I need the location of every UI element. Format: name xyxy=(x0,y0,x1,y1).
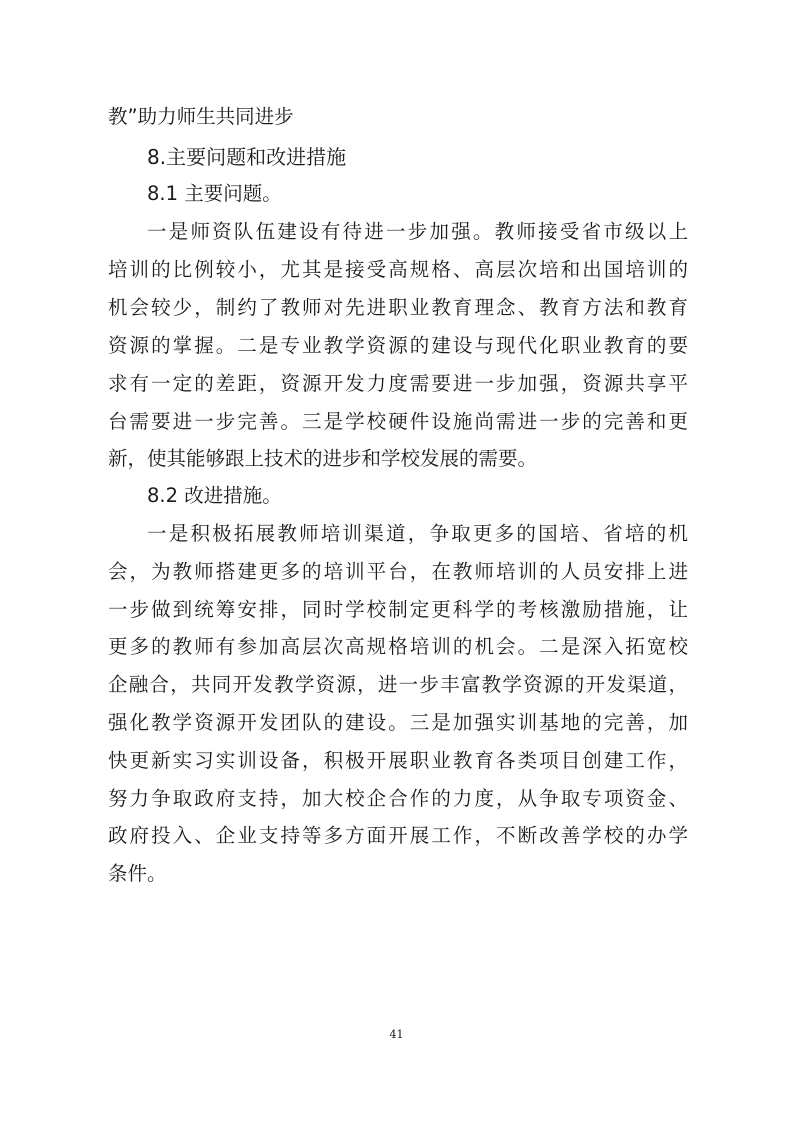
paragraph-line: 一是积极拓展教师培训渠道，争取更多的国培、省培的机 xyxy=(147,522,688,545)
paragraph-line: 机会较少，制约了教师对先进职业教育理念、教育方法和教育 xyxy=(108,296,688,319)
paragraph-line: 更多的教师有参加高层次高规格培训的机会。二是深入拓宽校 xyxy=(108,635,688,658)
paragraph-line: 企融合，共同开发教学资源，进一步丰富教学资源的开发渠道， xyxy=(108,673,688,696)
continuation-line: 教”助力师生共同进步 xyxy=(108,105,294,128)
paragraph-line: 条件。 xyxy=(108,862,167,885)
paragraph-line: 快更新实习实训设备，积极开展职业教育各类项目创建工作， xyxy=(108,749,688,772)
paragraph-line: 台需要进一步完善。三是学校硬件设施尚需进一步的完善和更 xyxy=(108,410,688,433)
paragraph-line: 会，为教师搭建更多的培训平台，在教师培训的人员安排上进 xyxy=(108,560,688,583)
subsection-title-main-problems: 8.1 主要问题。 xyxy=(147,182,282,205)
paragraph-line: 新，使其能够跟上技术的进步和学校发展的需要。 xyxy=(108,447,538,470)
paragraph-line: 政府投入、企业支持等多方面开展工作，不断改善学校的办学 xyxy=(108,824,688,847)
paragraph-line: 培训的比例较小，尤其是接受高规格、高层次培和出国培训的 xyxy=(108,258,688,281)
paragraph-line: 强化教学资源开发团队的建设。三是加强实训基地的完善，加 xyxy=(108,711,688,734)
page-number: 41 xyxy=(389,1028,404,1041)
paragraph-line: 努力争取政府支持，加大校企合作的力度，从争取专项资金、 xyxy=(108,787,688,810)
paragraph-line: 一步做到统筹安排，同时学校制定更科学的考核激励措施，让 xyxy=(108,598,688,621)
paragraph-line: 求有一定的差距，资源开发力度需要进一步加强，资源共享平 xyxy=(108,372,688,395)
section-title: 8.主要问题和改进措施 xyxy=(147,145,347,169)
paragraph-line: 资源的掌握。二是专业教学资源的建设与现代化职业教育的要 xyxy=(108,334,688,357)
subsection-title-improvement-measures: 8.2 改进措施。 xyxy=(147,484,282,507)
paragraph-line: 一是师资队伍建设有待进一步加强。教师接受省市级以上 xyxy=(147,220,688,243)
